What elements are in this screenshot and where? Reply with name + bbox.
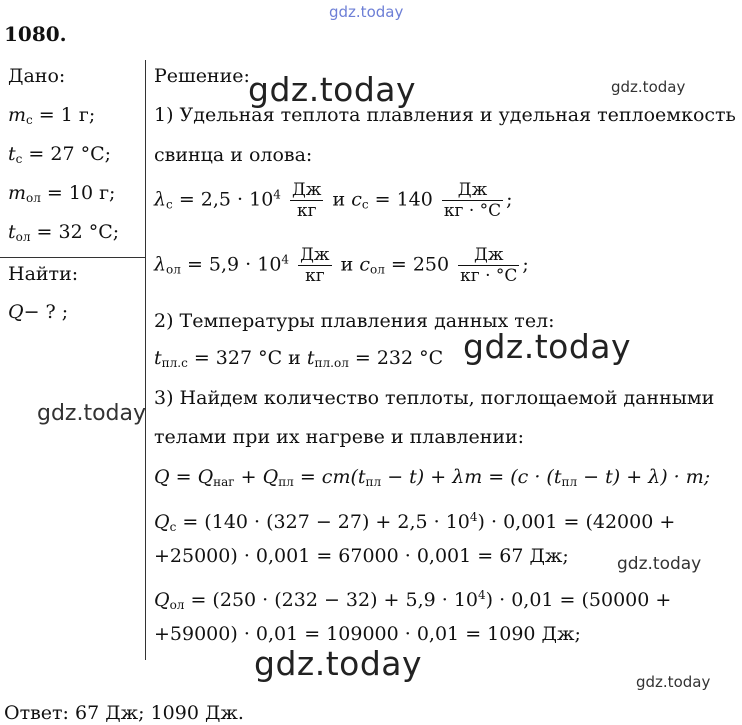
problem-number-text: 1080 bbox=[4, 22, 60, 46]
value: = 1 г; bbox=[32, 104, 96, 126]
formula-tin-cont: +59000) · 0,01 = 109000 · 0,01 = 1090 Дж; bbox=[154, 623, 581, 645]
sub-ol: ол bbox=[15, 230, 31, 244]
value: = 140 bbox=[368, 188, 439, 211]
find-title: Найти: bbox=[8, 263, 79, 285]
var-t: t bbox=[8, 143, 16, 165]
sub: ол bbox=[369, 262, 385, 277]
formula-tin bbox=[154, 583, 671, 617]
find-quantity bbox=[8, 300, 68, 324]
exp: 4 bbox=[273, 187, 281, 202]
lambda-lead-line bbox=[154, 180, 513, 221]
var-q: Q bbox=[154, 589, 170, 611]
sub: пл bbox=[278, 475, 294, 489]
lambda-tin-line bbox=[154, 245, 529, 286]
sub: ол bbox=[166, 262, 181, 277]
watermark: gdz.today bbox=[37, 401, 147, 426]
step1-line1: 1) Удельная теплота плавления и удельная теплоемкость bbox=[154, 104, 736, 126]
var-m: m bbox=[8, 104, 27, 126]
value: = 250 bbox=[384, 253, 456, 276]
step3-line1: 3) Найдем количество теплоты, поглощаемой данными bbox=[154, 387, 715, 409]
formula-lead bbox=[154, 505, 675, 539]
exp: 4 bbox=[281, 252, 290, 267]
frac-bot: кг · °C bbox=[443, 201, 502, 221]
var-lambda: λ bbox=[154, 253, 167, 276]
sub: пл.с bbox=[161, 356, 188, 370]
frac-top: Дж bbox=[457, 180, 488, 200]
sub-c: с bbox=[26, 113, 33, 127]
watermark: gdz.today bbox=[254, 644, 423, 683]
and: и bbox=[334, 253, 360, 276]
var-q: Q bbox=[8, 301, 24, 323]
value: = (250 · (232 − 32) + 5,9 · 10 bbox=[184, 589, 479, 611]
sub: наг bbox=[213, 475, 235, 489]
given-mass-lead bbox=[8, 103, 95, 132]
sub: с bbox=[361, 197, 369, 212]
watermark: gdz.today bbox=[248, 70, 417, 109]
vertical-divider bbox=[145, 60, 146, 660]
and: и bbox=[326, 188, 352, 211]
sub: пл bbox=[365, 475, 382, 489]
value: ) · 0,001 = (42000 + bbox=[477, 511, 676, 533]
fraction-j-kg bbox=[298, 245, 331, 286]
fraction-j-kg bbox=[290, 180, 323, 221]
f-part: + Q bbox=[234, 466, 279, 488]
value: ) · 0,01 = (50000 + bbox=[485, 589, 672, 611]
given-title: Дано: bbox=[8, 65, 66, 87]
value: = 10 г; bbox=[40, 182, 116, 204]
var-t: t bbox=[154, 347, 162, 369]
exp: 4 bbox=[469, 510, 478, 524]
formula-lead-cont: +25000) · 0,001 = 67000 · 0,001 = 67 Дж; bbox=[154, 545, 569, 567]
value: = (140 · (327 − 27) + 2,5 · 10 bbox=[176, 511, 470, 533]
var-t: t bbox=[8, 221, 16, 243]
sub: пл.ол bbox=[314, 356, 349, 370]
given-temp-tin bbox=[8, 220, 119, 249]
var-m: m bbox=[8, 182, 27, 204]
watermark: gdz.today bbox=[611, 78, 686, 96]
frac-top: Дж bbox=[291, 180, 322, 200]
f-part: = cm(t bbox=[293, 466, 366, 488]
sub: ол bbox=[169, 598, 185, 612]
value: = 327 °C и bbox=[187, 347, 307, 369]
var-c: c bbox=[359, 253, 370, 276]
watermark: gdz.today bbox=[463, 327, 632, 366]
watermark: gdz.today bbox=[617, 554, 702, 574]
var-c: c bbox=[351, 188, 362, 211]
value: = 2,5 · 10 bbox=[172, 188, 274, 211]
given-find-divider bbox=[0, 257, 145, 258]
value: = 5,9 · 10 bbox=[180, 253, 282, 276]
sub-ol: ол bbox=[26, 191, 41, 205]
fraction-j-kg-c bbox=[442, 180, 503, 221]
frac-top: Дж bbox=[300, 245, 330, 265]
given-temp-lead bbox=[8, 142, 111, 171]
var-lambda: λ bbox=[154, 188, 167, 211]
formula-general bbox=[154, 465, 710, 494]
frac-bot: кг bbox=[298, 265, 331, 286]
f-part: Q = Q bbox=[154, 466, 214, 488]
fraction-j-kg-c bbox=[458, 245, 519, 286]
sub: с bbox=[169, 520, 177, 534]
watermark: gdz.today bbox=[636, 673, 711, 691]
sub: с bbox=[166, 197, 173, 212]
sub-c: с bbox=[15, 152, 23, 166]
step1-line2: свинца и олова: bbox=[154, 144, 313, 166]
frac-bot: кг · °C bbox=[460, 266, 518, 286]
value: − ? ; bbox=[23, 301, 69, 323]
answer-line: Ответ: 67 Дж; 1090 Дж. bbox=[4, 702, 244, 724]
value: = 232 °C bbox=[348, 347, 444, 369]
semicolon: ; bbox=[506, 188, 513, 211]
watermark-top: gdz.today bbox=[329, 3, 404, 21]
melting-temps-line bbox=[154, 346, 443, 375]
f-part: − t) + λm = (c · (t bbox=[381, 466, 562, 488]
var-t: t bbox=[306, 347, 315, 369]
var-q: Q bbox=[154, 511, 170, 533]
solution-title: Решение: bbox=[154, 65, 250, 87]
f-part: − t) + λ) · m; bbox=[577, 466, 711, 488]
sub: пл bbox=[561, 475, 578, 489]
problem-number-dot: . bbox=[59, 22, 67, 46]
value: = 27 °C; bbox=[22, 143, 112, 165]
value: = 32 °C; bbox=[30, 221, 120, 243]
step3-line2: телами при их нагреве и плавлении: bbox=[154, 426, 525, 448]
step2-line: 2) Температуры плавления данных тел: bbox=[154, 310, 555, 332]
given-mass-tin bbox=[8, 181, 115, 210]
exp: 4 bbox=[478, 588, 486, 602]
frac-bot: кг bbox=[290, 200, 323, 221]
frac-top: Дж bbox=[474, 245, 504, 265]
semicolon: ; bbox=[522, 253, 529, 276]
problem-number bbox=[4, 22, 67, 46]
